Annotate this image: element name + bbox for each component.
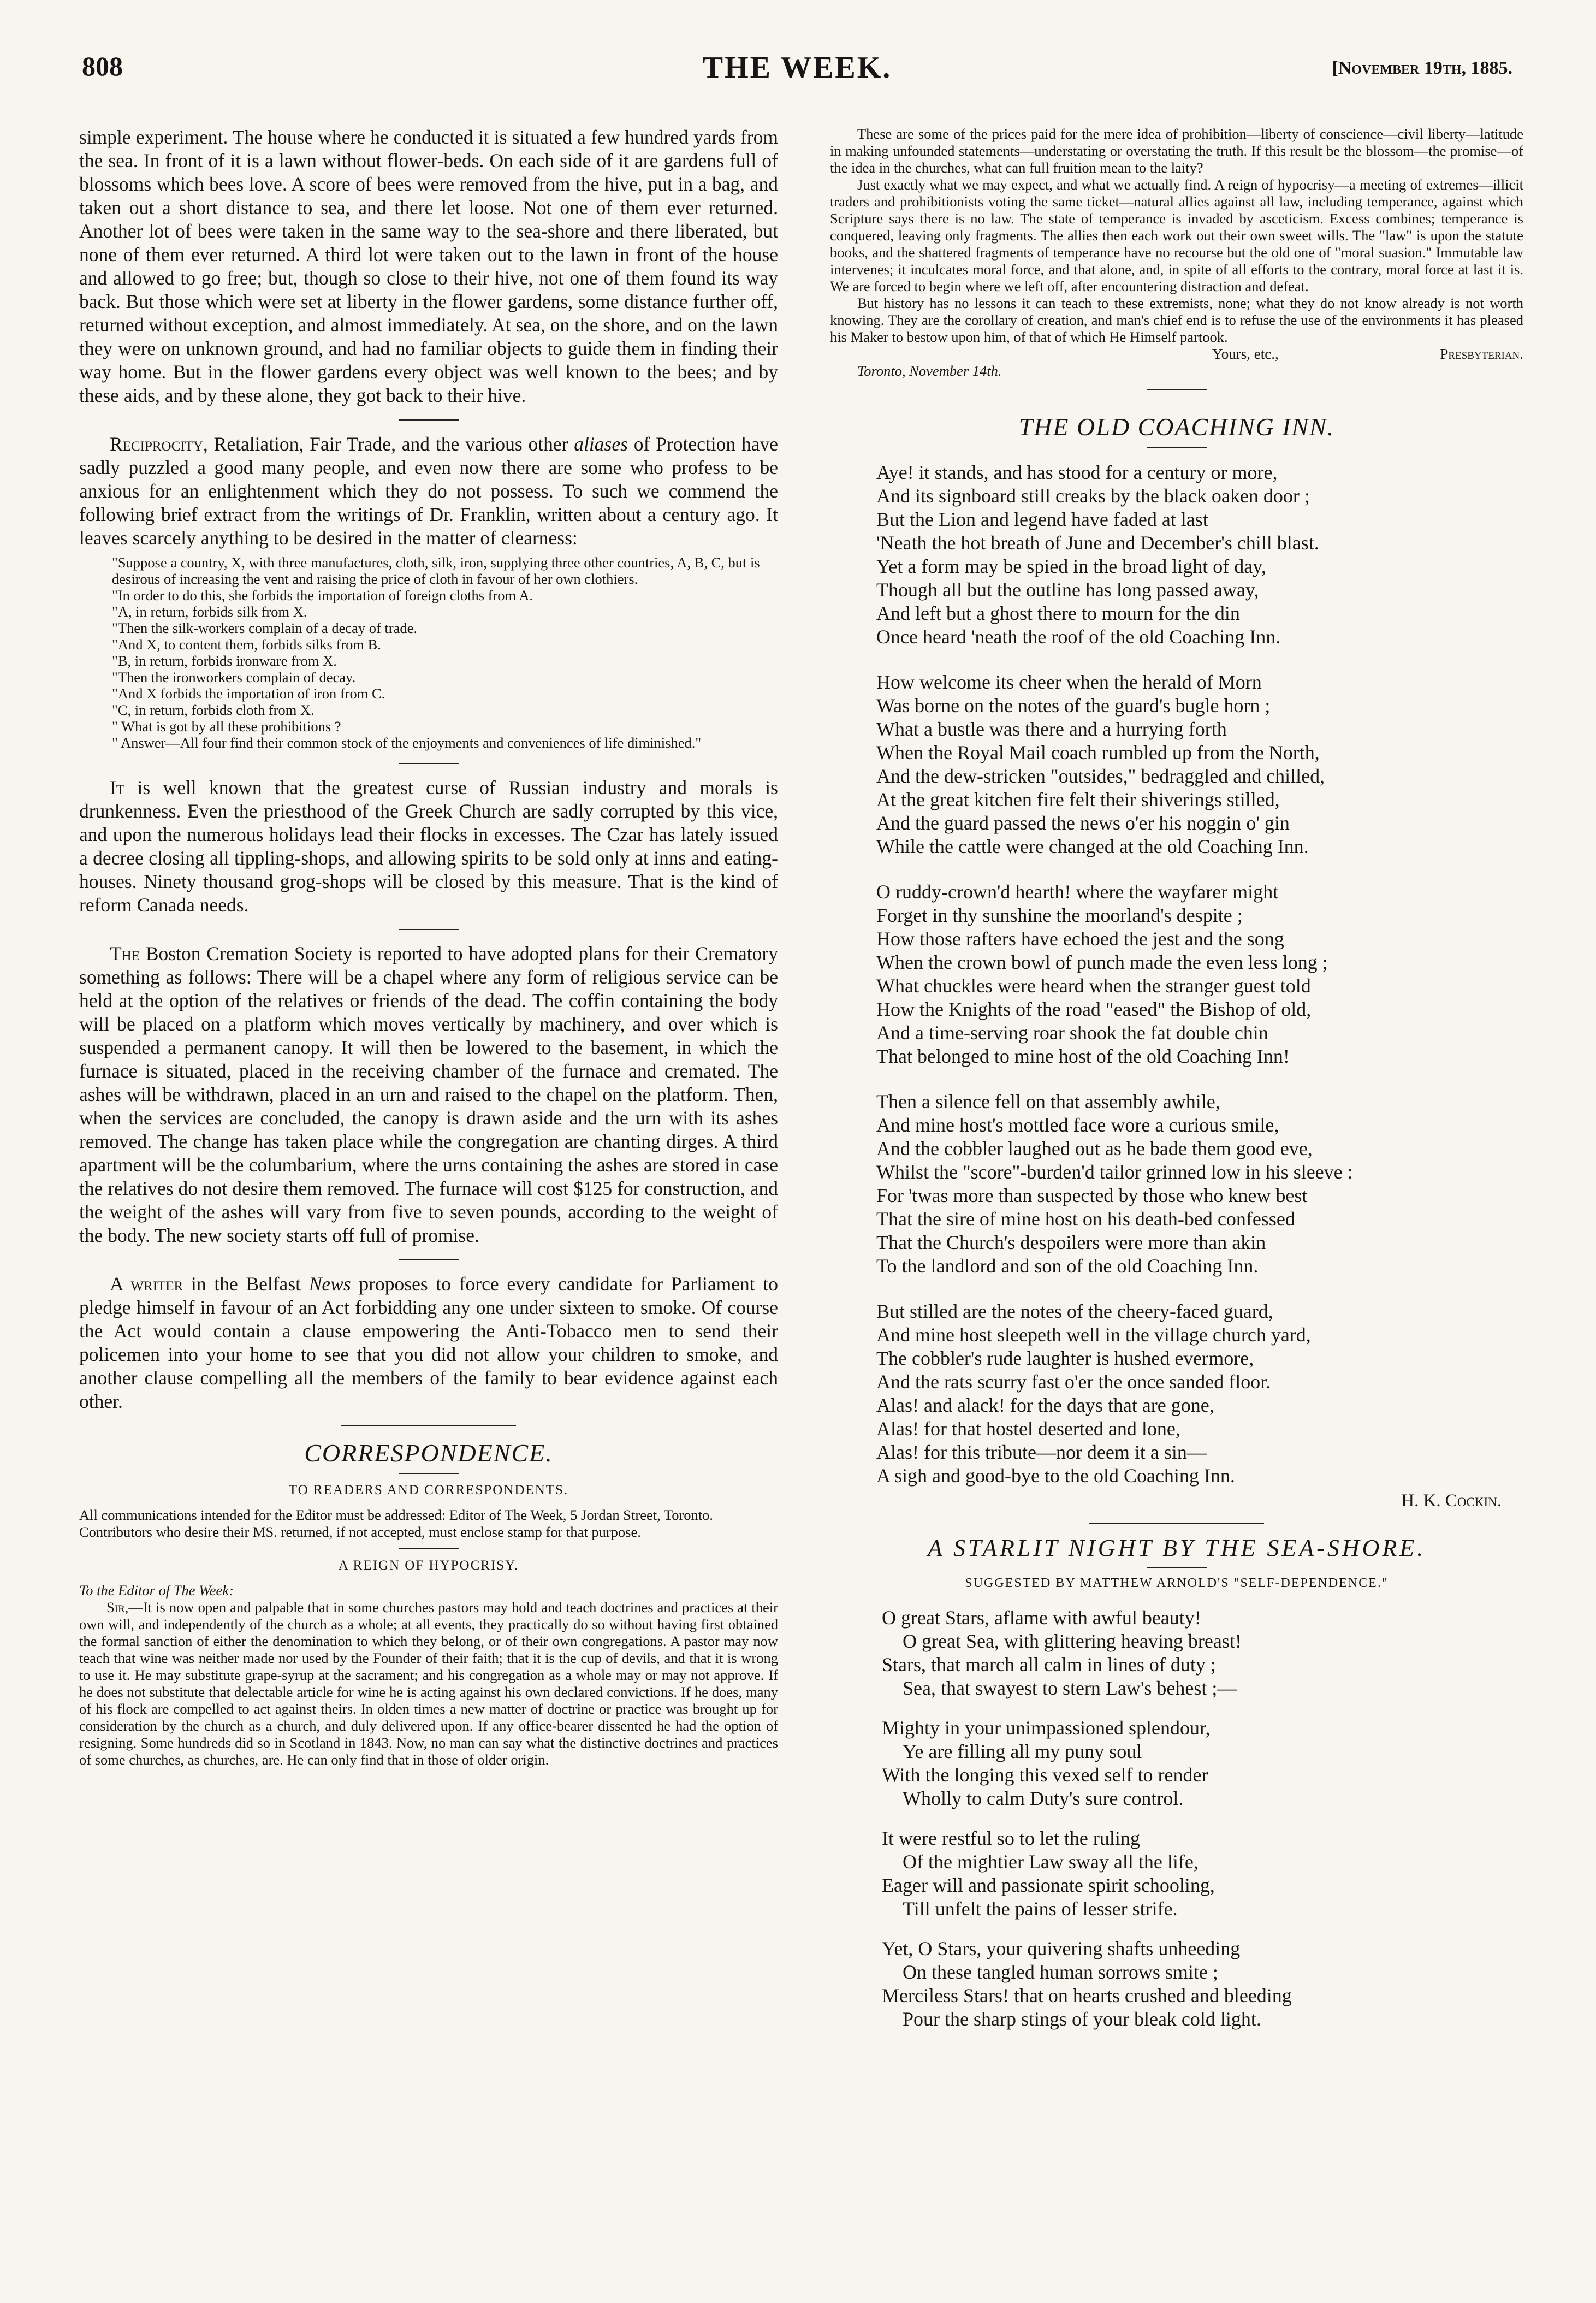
letter-text: —It is now open and palpable that in some churches pastors may hold and teach doctrines and practices at their own will, and independently of the church as a whole; at all events, they practically do so without having first obtained the formal sanction of either the denomination to which they belong, or of their own congregations. A pastor may now teach that wine was neither made nor used by the Founder of their faith; that it is the cup of devils, and that it is wrong to use it. He may substitute grape-syrup at the sacrament; and his congregation as a whole may or may not approve. If he does not substitute that delectable article for wine he is acting against his own declared convictions. If he does, many of his flock are compelled to act against theirs. In olden times a new matter of doctrine or practice was brought up for consideration by the church as a church, and duly delivered upon. If any office-bearer dissented he had the option of resigning. Some hundreds did so in Scotland in 1843. Now, no man can say what the distinctive doctrines and practices of some churches, as churches, are. He can only find that in those of older origin. — [79, 1599, 778, 1768]
belfast-news: News — [308, 1273, 351, 1295]
verse-line: For 'twas more than suspected by those who knew best — [876, 1185, 1308, 1206]
verse-line: But the Lion and legend have faded at last — [876, 508, 1208, 530]
inn-stanza-5 — [876, 1300, 1523, 1488]
verse-line: And mine host's mottled face wore a curious smile, — [876, 1114, 1279, 1136]
notice-address: All communications intended for the Editor must be addressed: Editor of The Week, 5 Jordan Street, Toronto. — [79, 1507, 714, 1523]
divider — [399, 1259, 459, 1260]
letter-continued-3: But history has no lessons it can teach to these extremists, none; what they do not know already is not worth knowing. They are the corollary of creation, and man's chief end is to refuse the use of the environments it has pleased his Maker to bestow upon him, of that of which He Himself partook. — [830, 295, 1523, 345]
boston-text: Boston Cremation Society is reported to have adopted plans for their Crematory something as follows: There will be a chapel where any form of religious service can be held at the option of the relatives or friends of the dead. The coffin containing the body will be placed on a platform which moves vertically by machinery, and over which is suspended a permanent canopy. It will then be lowered to the basement, in which the furnace is situated, placed in the receiving chamber of the furnace and cremated. The ashes will be withdrawn, placed in an urn and raised to the chapel on the platform. Then, when the services are concluded, the canopy is drawn aside and the urn with its ashes removed. The change has taken place while the congregation are chanting dirges. A third apartment will be the columbarium, where the urns containing the ashes are stored in case the relatives do not desire them removed. The furnace will cost $125 for construction, and the weight of the ashes will vary from five to seven pounds, according to the weight of the body. The new society starts off full of promise. — [79, 943, 778, 1246]
verse-line: At the great kitchen fire felt their shiverings stilled, — [876, 789, 1280, 810]
belfast-paragraph — [79, 1272, 778, 1413]
verse-line: Ye are filling all my puny soul — [903, 1740, 1142, 1762]
verse-line: Aye! it stands, and has stood for a century or more, — [876, 461, 1278, 483]
verse-line: And its signboard still creaks by the black oaken door ; — [876, 485, 1310, 507]
divider — [1147, 447, 1207, 448]
franklin-line: "B, in return, forbids ironware from X. — [112, 653, 337, 669]
verse-line: That the sire of mine host on his death-bed confessed — [876, 1208, 1295, 1230]
inn-stanza-1 — [876, 461, 1523, 649]
divider — [399, 1548, 459, 1549]
russia-lead: It — [110, 777, 125, 798]
verse-line: When the crown bowl of punch made the even less long ; — [876, 951, 1328, 973]
to-editor: To the Editor of The Week: — [79, 1582, 234, 1599]
verse-line: On these tangled human sorrows smite ; — [903, 1961, 1218, 1983]
verse-line: How those rafters have echoed the jest and the song — [876, 928, 1284, 950]
reciprocity-paragraph — [79, 433, 778, 550]
verse-line: It were restful so to let the ruling — [882, 1827, 1140, 1849]
divider — [1147, 1567, 1207, 1568]
franklin-line: "And X, to content them, forbids silks from B. — [112, 636, 381, 653]
letter-continued-1: These are some of the prices paid for the mere idea of prohibition—liberty of conscience—civil liberty—latitude in making unfounded statements—understating or overstating the truth. If this result be the blossom—the promise—of the idea in the churches, what can full fruition mean to the laity? — [830, 126, 1523, 176]
verse-line: Merciless Stars! that on hearts crushed and bleeding — [882, 1985, 1292, 2006]
verse-line: Yet, O Stars, your quivering shafts unheeding — [882, 1938, 1241, 1959]
inn-poem-title: THE OLD COACHING INN. — [1018, 413, 1335, 441]
franklin-line: "In order to do this, she forbids the importation of foreign cloths from A. — [112, 587, 533, 603]
verse-line: Sea, that swayest to stern Law's behest ;— — [903, 1677, 1237, 1699]
inn-poem — [830, 461, 1523, 1488]
verse-line: Stars, that march all calm in lines of duty ; — [882, 1654, 1216, 1676]
publication-title: THE WEEK. — [702, 51, 892, 85]
starlit-stanza-1 — [882, 1606, 1523, 1700]
reciprocity-aliases: aliases — [574, 433, 628, 455]
franklin-line: "And X forbids the importation of iron from C. — [112, 685, 385, 702]
starlit-poem-title: A STARLIT NIGHT BY THE SEA-SHORE. — [927, 1535, 1426, 1561]
verse-line: The cobbler's rude laughter is hushed evermore, — [876, 1347, 1254, 1369]
issue-date: [November 19th, 1885. — [1332, 58, 1512, 78]
belfast-text-a: in the Belfast — [183, 1273, 309, 1295]
verse-line: Till unfelt the pains of lesser strife. — [903, 1898, 1178, 1920]
verse-line: Then a silence fell on that assembly awhile, — [876, 1091, 1220, 1112]
verse-line: Eager will and passionate spirit schooling, — [882, 1874, 1215, 1896]
inn-stanza-2 — [876, 671, 1523, 859]
verse-line: And mine host sleepeth well in the village church yard, — [876, 1324, 1311, 1346]
notices — [79, 1507, 778, 1541]
letter-paragraph — [79, 1599, 778, 1768]
letter-signoff — [830, 346, 1523, 363]
right-column — [830, 126, 1523, 2031]
verse-line: O ruddy-crown'd hearth! where the wayfarer might — [876, 881, 1279, 903]
verse-line: That belonged to mine host of the old Coaching Inn! — [876, 1045, 1290, 1067]
verse-line: O great Sea, with glittering heaving breast! — [903, 1630, 1242, 1652]
russia-text: is well known that the greatest curse of Russian industry and morals is drunkenness. Even the priesthood of the Greek Church are sadly corrupted by this vice, and upon the numerous holidays lead their flocks in excesses. The Czar has lately issued a decree closing all tippling-shops, and allowing spirits to be sold only at inns and eating-houses. Ninety thousand grog-shops will be closed by this measure. That is the kind of reform Canada needs. — [79, 777, 778, 916]
verse-line: Of the mightier Law sway all the life, — [903, 1851, 1199, 1873]
belfast-lead: A writer — [110, 1273, 183, 1295]
starlit-poem — [830, 1606, 1523, 2031]
hypocrisy-heading: A REIGN OF HYPOCRISY. — [338, 1558, 519, 1573]
to-readers-heading: TO READERS AND CORRESPONDENTS. — [288, 1483, 569, 1497]
letter-signature: Presbyterian. — [1440, 346, 1523, 362]
verse-line: 'Neath the hot breath of June and December's chill blast. — [876, 532, 1319, 554]
correspondence-heading: CORRESPONDENCE. — [304, 1439, 553, 1467]
letter-place-date: Toronto, November 14th. — [857, 363, 1002, 379]
inn-stanza-4 — [876, 1090, 1523, 1278]
franklin-line: " Answer—All four find their common stock of the enjoyments and conveniences of life diminished." — [112, 735, 702, 751]
bees-paragraph: simple experiment. The house where he conducted it is situated a few hundred yards from the sea. In front of it is a lawn without flower-beds. On each side of it are gardens full of blossoms which bees love. A score of bees were removed from the hive, put in a bag, and taken out a short distance to sea, and there let loose. Not one of them ever returned. Another lot of bees were taken in the same way to the sea-shore and there liberated, but none of them ever returned. A third lot were taken out to the lawn in front of the house and allowed to go free; but, though so close to their hive, not one of them found its way back. But those which were set at liberty in the flower gardens, some distance further off, returned without exception, and almost immediately. At sea, on the shore, and on the lawn they were on unknown ground, and had no familiar objects to guide them in finding their way home. But in the flower gardens every object was well known to the bees; and by these aids, and by these alone, they got back to their hive. — [79, 126, 778, 406]
boston-lead: The — [110, 943, 140, 964]
verse-line: And the cobbler laughed out as he bade them good eve, — [876, 1138, 1313, 1159]
verse-line: How the Knights of the road "eased" the Bishop of old, — [876, 998, 1312, 1020]
verse-line: Was borne on the notes of the guard's bugle horn ; — [876, 695, 1271, 717]
starlit-stanza-4 — [882, 1937, 1523, 2031]
verse-line: Whilst the "score"-burden'd tailor grinned low in his sleeve : — [876, 1161, 1353, 1183]
verse-line: With the longing this vexed self to render — [882, 1764, 1208, 1786]
reciprocity-lead: Reciprocity, — [110, 433, 208, 455]
verse-line: A sigh and good-bye to the old Coaching Inn. — [876, 1465, 1235, 1487]
verse-line: What a bustle was there and a hurrying forth — [876, 718, 1227, 740]
verse-line: And the guard passed the news o'er his noggin o' gin — [876, 812, 1290, 834]
verse-line: But stilled are the notes of the cheery-faced guard, — [876, 1300, 1273, 1322]
letter-continued-2: Just exactly what we may expect, and what we actually find. A reign of hypocrisy—a meeting of extremes—illicit traders and prohibitionists voting the same ticket—natural allies against all law, including temperance, against which Scripture says there is no law. The state of temperance is invaded by asceticism. Excess combines; temperance is conquered, leaving only fragments. The allies then each work out their own sweet wills. The "law" is upon the statute books, and the shattered fragments of temperance have no recourse but the old one of "moral suasion." Immutable law intervenes; it inculcates moral force, and that alone, and, in spite of all efforts to the contrary, moral force at last it is. We are forced to begin where we left off, after encountering distraction and defeat. — [830, 176, 1523, 294]
inn-stanza-3 — [876, 880, 1523, 1068]
yours-etc: Yours, etc., — [1212, 346, 1279, 362]
verse-line: Alas! for this tribute—nor deem it a sin— — [876, 1441, 1207, 1463]
franklin-line: "Suppose a country, X, with three manufactures, cloth, silk, iron, supplying three other countries, A, B, C, but is desirous of increasing the vent and raising the price of cloth in favour of her own clothiers. — [112, 554, 760, 587]
verse-line: Wholly to calm Duty's sure control. — [903, 1787, 1184, 1809]
reciprocity-text-a: Retaliation, Fair Trade, and the various other — [207, 433, 574, 455]
verse-line: To the landlord and son of the old Coaching Inn. — [876, 1255, 1259, 1277]
inn-poem-author: H. K. Cockin. — [1401, 1491, 1502, 1511]
russia-paragraph — [79, 776, 778, 917]
verse-line: When the Royal Mail coach rumbled up from the North, — [876, 742, 1320, 763]
divider — [1147, 389, 1207, 390]
verse-line: Once heard 'neath the roof of the old Coaching Inn. — [876, 626, 1281, 648]
starlit-stanza-2 — [882, 1716, 1523, 1810]
verse-line: How welcome its cheer when the herald of Morn — [876, 671, 1262, 693]
divider — [1089, 1523, 1264, 1524]
verse-line: And the rats scurry fast o'er the once sanded floor. — [876, 1371, 1271, 1393]
verse-line: Forget in thy sunshine the moorland's despite ; — [876, 904, 1243, 926]
verse-line: Alas! for that hostel deserted and lone, — [876, 1418, 1180, 1440]
starlit-stanza-3 — [882, 1827, 1523, 1921]
masthead — [82, 50, 1512, 94]
divider — [341, 1425, 516, 1426]
boston-paragraph — [79, 942, 778, 1247]
verse-line: And the dew-stricken "outsides," bedraggled and chilled, — [876, 765, 1325, 787]
verse-line: What chuckles were heard when the stranger guest told — [876, 975, 1311, 997]
franklin-line: "C, in return, forbids cloth from X. — [112, 702, 315, 718]
franklin-line: "A, in return, forbids silk from X. — [112, 603, 307, 620]
verse-line: O great Stars, aflame with awful beauty! — [882, 1607, 1201, 1629]
starlit-subtitle: SUGGESTED BY MATTHEW ARNOLD'S "SELF-DEPENDENCE." — [965, 1576, 1389, 1590]
notice-stamp: Contributors who desire their MS. returned, if not accepted, must enclose stamp for that purpose. — [79, 1524, 641, 1540]
divider — [399, 929, 459, 930]
verse-line: Pour the sharp stings of your bleak cold light. — [903, 2008, 1261, 2030]
franklin-line: "Then the ironworkers complain of decay. — [112, 669, 356, 685]
divider — [399, 1473, 459, 1474]
franklin-line: "Then the silk-workers complain of a decay of trade. — [112, 620, 418, 636]
reciprocity-text-b: of Protection have sadly puzzled a good many people, and even now there are some who profess to be anxious for an enlightenment which they do not possess. To such we commend the following brief extract from the writings of Dr. Franklin, written about a century ago. It leaves scarcely anything to be desired in the matter of clearness: — [79, 433, 778, 549]
verse-line: And a time-serving roar shook the fat double chin — [876, 1022, 1268, 1044]
left-column — [79, 126, 778, 1768]
belfast-text-b: proposes to force every candidate for Parliament to pledge himself in favour of an Act forbidding any one under sixteen to smoke. Of course the Act would contain a clause empowering the Anti-Tobacco men to send their policemen into your home to see that you did not allow your children to smoke, and another clause compelling all the members of the family to bear evidence against each other. — [79, 1273, 778, 1412]
verse-line: Mighty in your unimpassioned splendour, — [882, 1717, 1211, 1739]
franklin-extract — [79, 554, 778, 751]
divider — [399, 763, 459, 764]
franklin-line: " What is got by all these prohibitions ? — [112, 718, 341, 735]
verse-line: That the Church's despoilers were more than akin — [876, 1232, 1266, 1253]
page-number: 808 — [82, 51, 123, 81]
verse-line: Yet a form may be spied in the broad light of day, — [876, 555, 1266, 577]
letter-salutation: Sir, — [106, 1599, 129, 1615]
verse-line: Though all but the outline has long passed away, — [876, 579, 1259, 601]
verse-line: And left but a ghost there to mourn for the din — [876, 602, 1240, 624]
divider — [399, 419, 459, 421]
verse-line: Alas! and alack! for the days that are gone, — [876, 1394, 1214, 1416]
verse-line: While the cattle were changed at the old Coaching Inn. — [876, 836, 1309, 857]
